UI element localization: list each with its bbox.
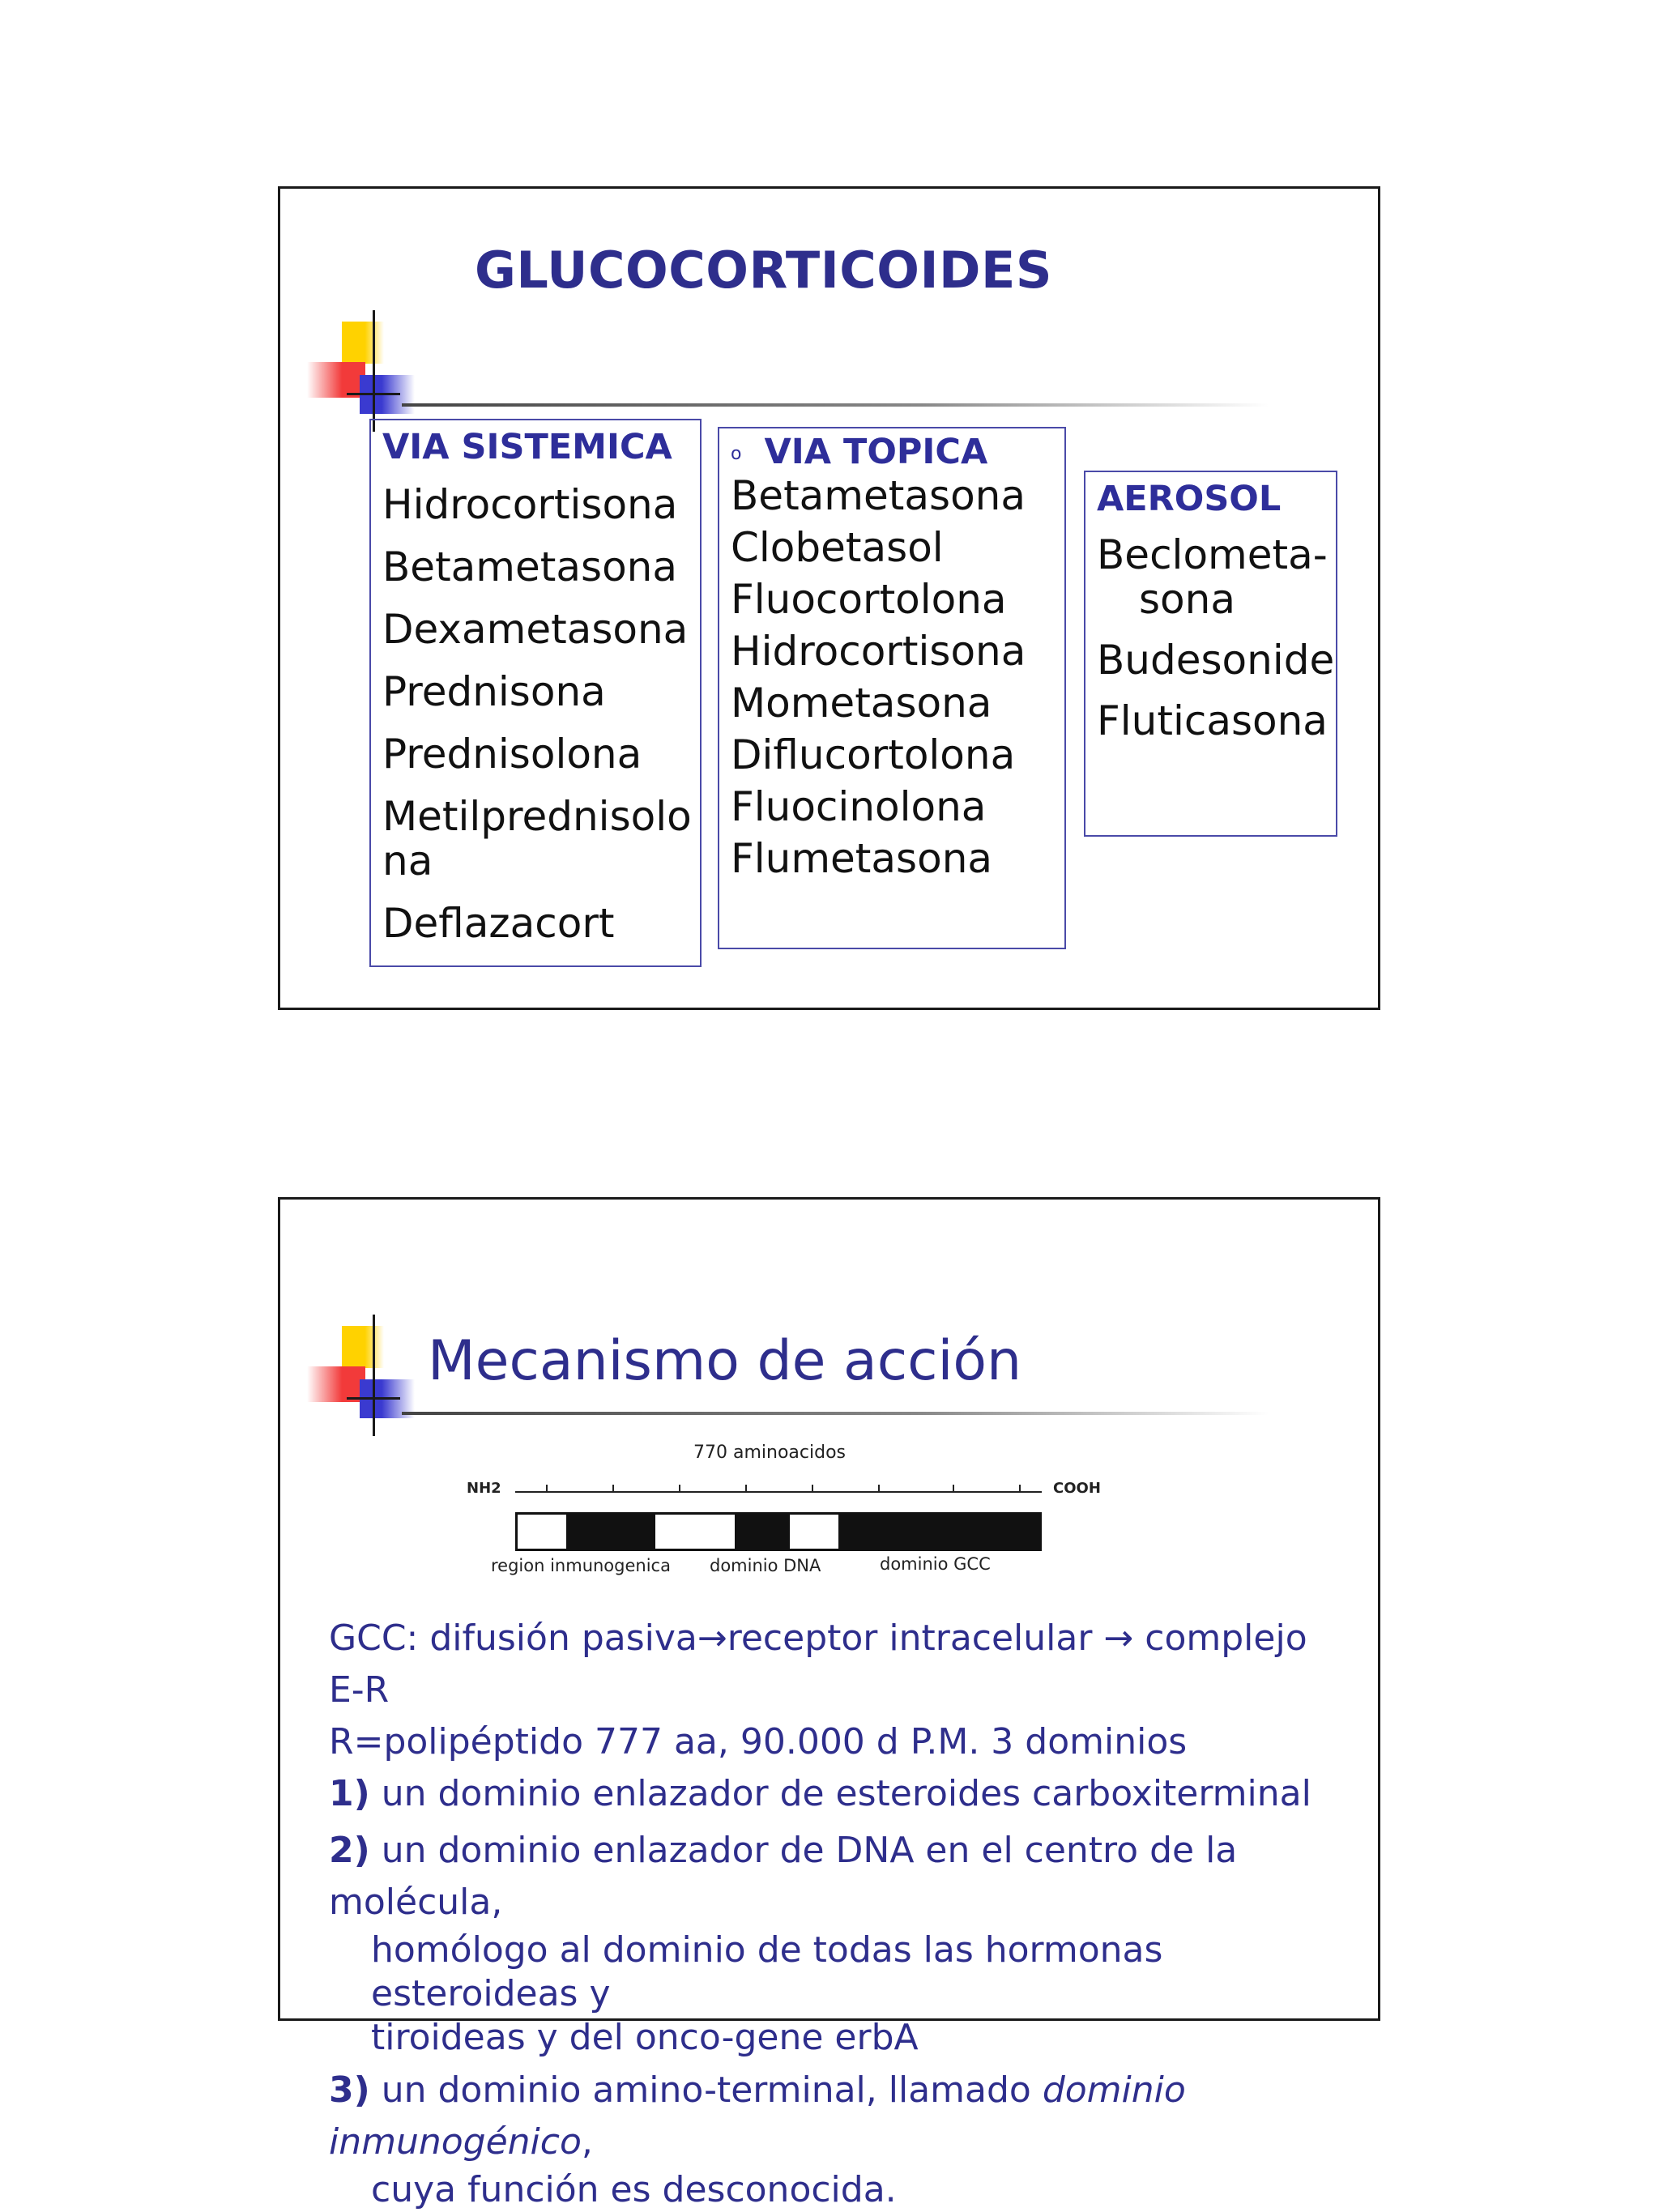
axis-tick	[546, 1485, 548, 1493]
slide-glucocorticoides	[278, 186, 1380, 1010]
drug-item: Prednisona	[382, 668, 606, 715]
drug-item: Mometasona	[731, 680, 992, 727]
drug-item: Betametasona	[731, 472, 1026, 519]
domain-bar-segment	[569, 1512, 653, 1551]
domain-bar-segment	[515, 1512, 569, 1551]
drug-item: Fluocortolona	[731, 576, 1007, 623]
via-topica-box	[718, 427, 1066, 949]
decorative-squares	[295, 322, 400, 427]
drug-item: Deflazacort	[382, 900, 615, 947]
diagram-axis	[515, 1491, 1042, 1493]
receptor-domain-diagram	[467, 1443, 1115, 1580]
aerosol-box	[1084, 471, 1337, 837]
point-2: 2) un dominio enlazador de DNA en el centro de la molécula,	[329, 1830, 1238, 1923]
drug-item: Beclometa-	[1097, 531, 1328, 578]
domain-bar-segment	[841, 1512, 1042, 1551]
diagram-top-label: 770 aminoacidos	[693, 1443, 846, 1463]
axis-tick	[953, 1485, 954, 1493]
drug-item: na	[382, 837, 433, 884]
title-rule	[402, 403, 1269, 407]
slide-title: Mecanismo de acción	[428, 1329, 1022, 1393]
domain-bar-segment	[737, 1512, 787, 1551]
via-sistemica-heading: VIA SISTEMICA	[382, 427, 672, 467]
drug-item: Fluocinolona	[731, 783, 987, 830]
drug-item: Metilprednisolo	[382, 793, 692, 840]
aerosol-heading: AEROSOL	[1097, 479, 1282, 519]
axis-tick	[612, 1485, 614, 1493]
mechanism-text	[329, 1613, 1350, 2212]
text-line: GCC: difusión pasiva→receptor intracelular → complejo E-R	[329, 1617, 1307, 1711]
point-1: 1) un dominio enlazador de esteroides carboxiterminal	[329, 1773, 1311, 1814]
drug-item: Prednisolona	[382, 731, 642, 778]
diagram-label-gcc: dominio GCC	[880, 1554, 991, 1574]
via-sistemica-box	[369, 419, 702, 967]
drug-item: Clobetasol	[731, 524, 944, 571]
drug-item: Fluticasona	[1097, 697, 1328, 744]
drug-item: Hidrocortisona	[731, 628, 1026, 675]
drug-item: Dexametasona	[382, 606, 689, 653]
diagram-cooh-label: COOH	[1053, 1480, 1101, 1497]
slide-mecanismo	[278, 1197, 1380, 2210]
axis-tick	[812, 1485, 813, 1493]
diagram-nh2-label: NH2	[467, 1480, 501, 1497]
drug-item: sona	[1139, 576, 1235, 623]
drug-item: Budesonide	[1097, 637, 1335, 684]
axis-tick	[1019, 1485, 1021, 1493]
decorative-squares	[295, 1326, 400, 1431]
axis-tick	[745, 1485, 747, 1493]
domain-bar-segment	[787, 1512, 841, 1551]
drug-item: Flumetasona	[731, 835, 993, 882]
domain-bar-segment	[653, 1512, 737, 1551]
text-line: R=polipéptido 777 aa, 90.000 d P.M. 3 dominios	[329, 1721, 1188, 1762]
slide-title: GLUCOCORTICOIDES	[475, 241, 1053, 300]
point-2-cont: tiroideas y del onco-gene erbA	[371, 2017, 919, 2058]
point-2-cont: homólogo al dominio de todas las hormonas esteroideas y	[371, 1929, 1163, 2014]
point-3: 3) un dominio amino-terminal, llamado dominio inmunogénico,	[329, 2069, 1186, 2163]
bullet-icon: o	[731, 443, 742, 464]
drug-item: Betametasona	[382, 543, 677, 590]
drug-item: Diflucortolona	[731, 731, 1016, 778]
diagram-label-dna: dominio DNA	[710, 1556, 821, 1575]
title-rule	[402, 1412, 1269, 1415]
diagram-label-inmunogenica: region inmunogenica	[491, 1556, 671, 1575]
axis-tick	[679, 1485, 680, 1493]
point-3-cont: cuya función es desconocida.	[371, 2169, 897, 2210]
via-topica-heading: o VIA TOPICA	[731, 432, 988, 472]
axis-tick	[878, 1485, 880, 1493]
drug-item: Hidrocortisona	[382, 481, 678, 528]
